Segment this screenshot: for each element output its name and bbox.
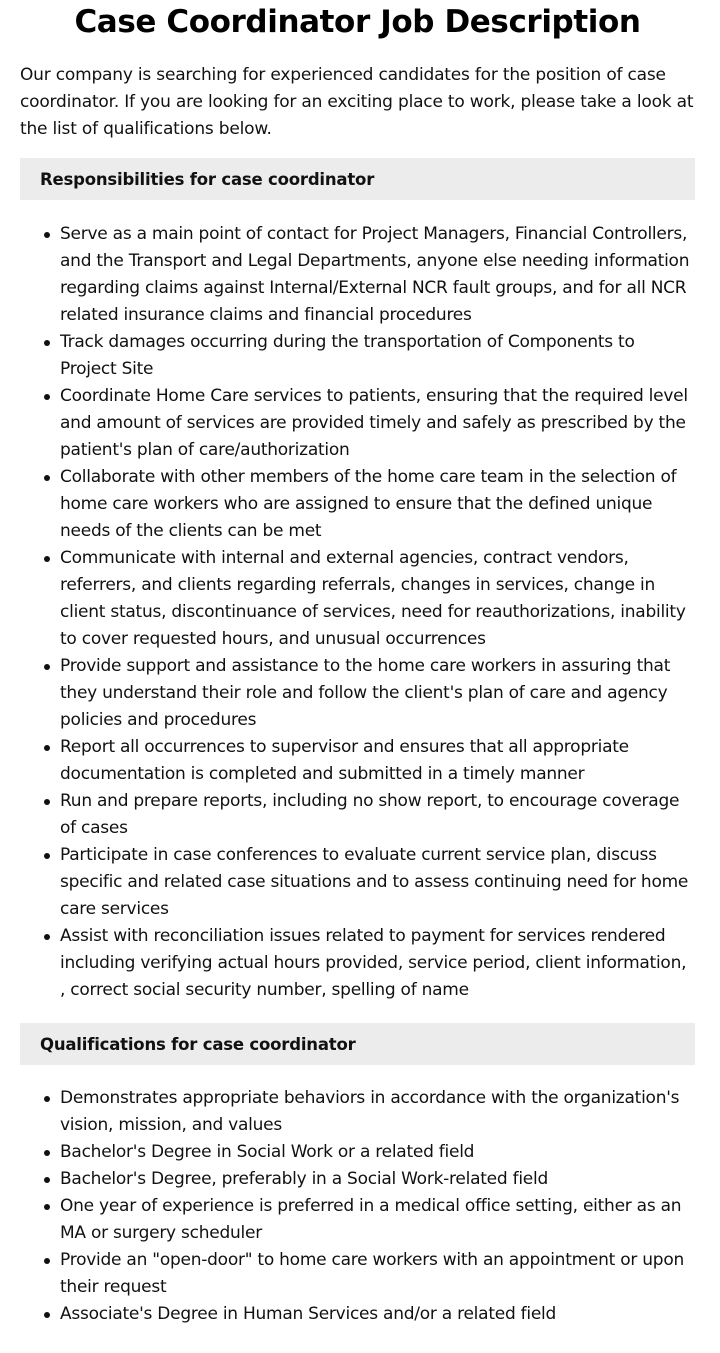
list-item: One year of experience is preferred in a medical office setting, either as an MA or surgery scheduler bbox=[60, 1193, 695, 1247]
page-title: Case Coordinator Job Description bbox=[74, 4, 641, 40]
list-item: Participate in case conferences to evaluate current service plan, discuss specific and related case situations and to assess continuing need for home care services bbox=[60, 842, 695, 923]
list-item: Report all occurrences to supervisor and ensures that all appropriate documentation is completed and submitted in a timely manner bbox=[60, 734, 695, 788]
responsibilities-list bbox=[20, 221, 695, 1004]
responsibilities-heading: Responsibilities for case coordinator bbox=[20, 158, 695, 200]
qualifications-heading: Qualifications for case coordinator bbox=[20, 1023, 695, 1065]
list-item: Assist with reconciliation issues related to payment for services rendered including verifying actual hours provided, service period, client information, , correct social security number, spelling of name bbox=[60, 923, 695, 1004]
list-item: Bachelor's Degree, preferably in a Social Work-related field bbox=[60, 1166, 695, 1193]
list-item: Provide support and assistance to the home care workers in assuring that they understand their role and follow the client's plan of care and agency policies and procedures bbox=[60, 653, 695, 734]
list-item: Demonstrates appropriate behaviors in accordance with the organization's vision, mission, and values bbox=[60, 1085, 695, 1139]
list-item: Provide an "open-door" to home care workers with an appointment or upon their request bbox=[60, 1247, 695, 1301]
list-item: Associate's Degree in Human Services and/or a related field bbox=[60, 1301, 695, 1328]
list-item: Bachelor's Degree in Social Work or a related field bbox=[60, 1139, 695, 1166]
list-item: Track damages occurring during the transportation of Components to Project Site bbox=[60, 329, 695, 383]
intro-paragraph: Our company is searching for experienced candidates for the position of case coordinator. If you are looking for an exciting place to work, please take a look at the list of qualifications below. bbox=[20, 65, 694, 139]
list-item: Collaborate with other members of the home care team in the selection of home care workers who are assigned to ensure that the defined unique needs of the clients can be met bbox=[60, 464, 695, 545]
qualifications-list bbox=[20, 1085, 695, 1328]
list-item: Communicate with internal and external agencies, contract vendors, referrers, and clients regarding referrals, changes in services, change in client status, discontinuance of services, need for reauthorizations, inability to cover requested hours, and unusual occurrences bbox=[60, 545, 695, 653]
list-item: Run and prepare reports, including no show report, to encourage coverage of cases bbox=[60, 788, 695, 842]
list-item: Serve as a main point of contact for Project Managers, Financial Controllers, and the Transport and Legal Departments, anyone else needing information regarding claims against Internal/External NCR fault groups, and for all NCR related insurance claims and financial procedures bbox=[60, 221, 695, 329]
list-item: Coordinate Home Care services to patients, ensuring that the required level and amount of services are provided timely and safely as prescribed by the patient's plan of care/authorization bbox=[60, 383, 695, 464]
